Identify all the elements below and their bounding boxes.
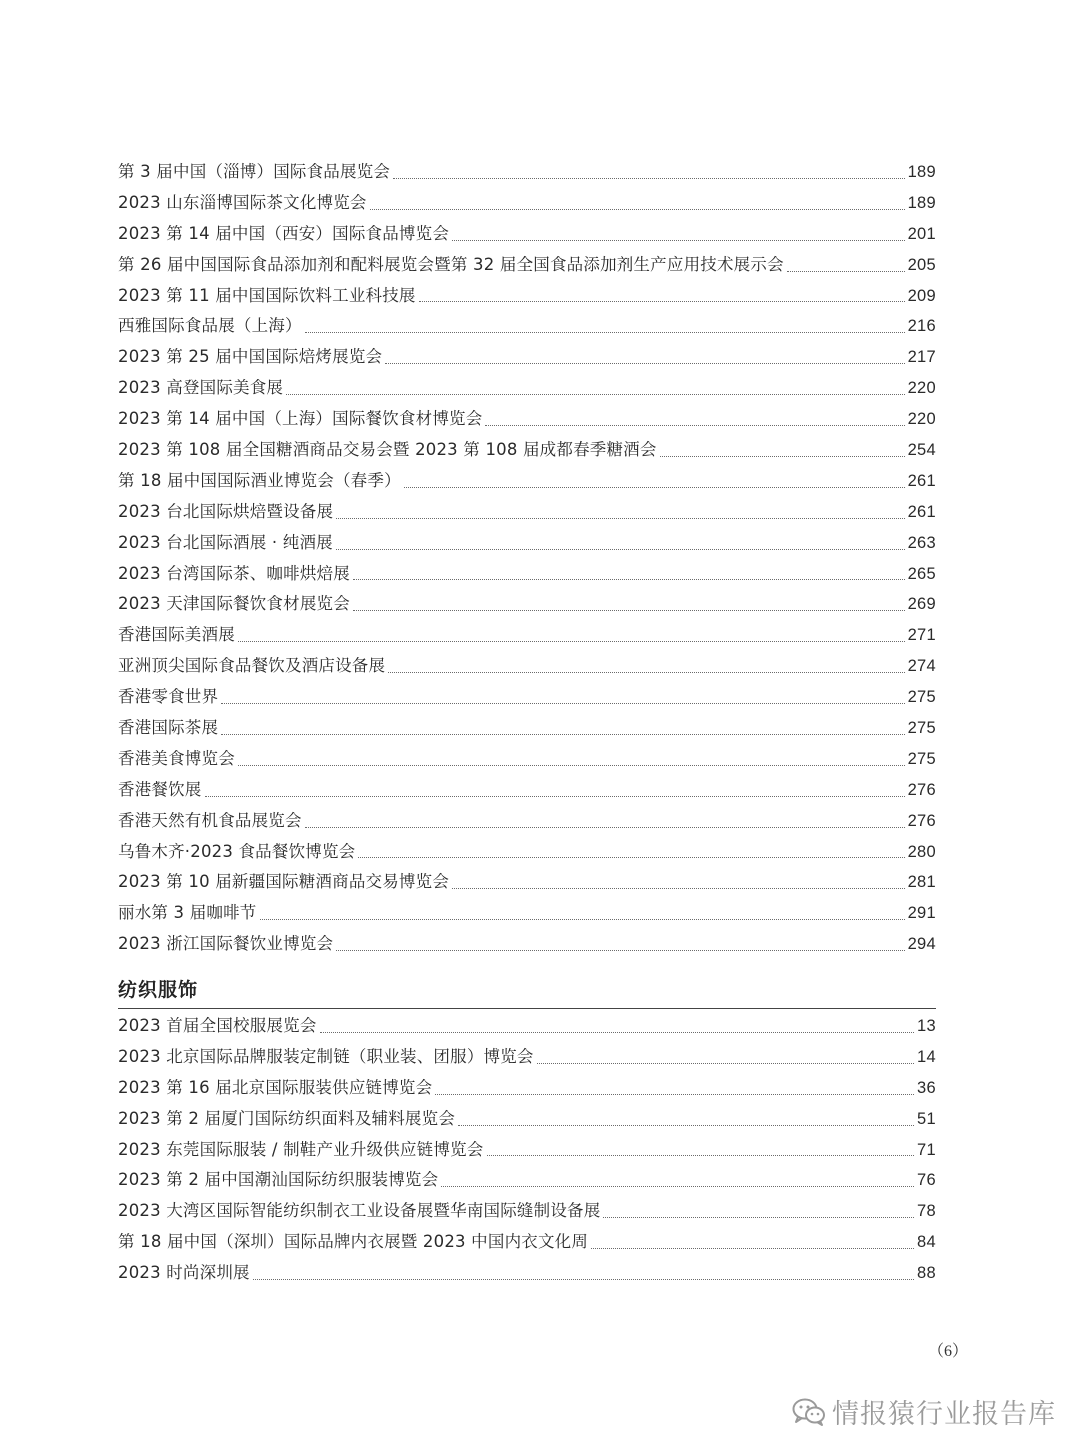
toc-entry [118, 1165, 936, 1196]
section-divider [118, 1008, 936, 1009]
toc-dot-leader [660, 456, 905, 457]
toc-entry-page: 36 [917, 1078, 936, 1097]
toc-dot-leader [404, 487, 905, 488]
toc-entry-page: 84 [917, 1233, 936, 1252]
toc-entry-page: 275 [907, 688, 936, 707]
toc-entry-title: 2023 第 11 届中国国际饮料工业科技展 [118, 285, 416, 305]
toc-dot-leader [353, 610, 905, 611]
toc-entry-title: 第 18 届中国（深圳）国际品牌内衣展暨 2023 中国内衣文化周 [118, 1232, 589, 1252]
toc-entry-page: 13 [917, 1016, 936, 1035]
toc-entry-page: 265 [907, 564, 936, 583]
toc-entry-title: 西雅国际食品展（上海） [118, 316, 302, 336]
toc-entry-title: 丽水第 3 届咖啡节 [118, 903, 257, 923]
toc-entry-title: 第 3 届中国（淄博）国际食品展览会 [118, 161, 391, 181]
toc-dot-leader [537, 1063, 914, 1064]
toc-dot-leader [286, 394, 904, 395]
toc-dot-leader [787, 271, 905, 272]
toc-entry-page: 294 [907, 935, 936, 954]
toc-entry-page: 275 [907, 719, 936, 738]
toc-entry-page: 88 [917, 1264, 936, 1283]
toc-entry-title: 2023 天津国际餐饮食材展览会 [118, 594, 350, 614]
toc-entry-title: 2023 时尚深圳展 [118, 1263, 250, 1283]
toc-entry-page: 281 [907, 873, 936, 892]
toc-entry [118, 435, 936, 466]
toc-dot-leader [305, 827, 905, 828]
toc-entry-page: 189 [907, 193, 936, 212]
toc-entry-title: 2023 第 2 届厦门国际纺织面料及辅料展览会 [118, 1108, 456, 1128]
toc-entry-title: 2023 第 16 届北京国际服装供应链博览会 [118, 1077, 433, 1097]
toc-entry-page: 71 [917, 1140, 936, 1159]
toc-entry-title: 香港国际茶展 [118, 718, 219, 738]
toc-dot-leader [253, 1279, 914, 1280]
toc-entry-page: 205 [907, 255, 936, 274]
toc-dot-leader [320, 1032, 915, 1033]
toc-entry-page: 76 [917, 1171, 936, 1190]
toc-entry-title: 2023 台湾国际茶、咖啡烘焙展 [118, 563, 350, 583]
toc-entry-page: 78 [917, 1202, 936, 1221]
toc-entry-page: 280 [907, 842, 936, 861]
toc-dot-leader [435, 1094, 914, 1095]
toc-dot-leader [370, 209, 905, 210]
toc-entry-page: 269 [907, 595, 936, 614]
toc-entry-page: 275 [907, 749, 936, 768]
toc-dot-leader [441, 1186, 914, 1187]
toc-dot-leader [385, 363, 904, 364]
toc-entry-title: 香港国际美酒展 [118, 625, 235, 645]
toc-entry-page: 276 [907, 811, 936, 830]
toc-entry-title: 乌鲁木齐·2023 食品餐饮博览会 [118, 841, 356, 861]
toc-entry-title: 第 26 届中国国际食品添加剂和配料展览会暨第 32 届全国食品添加剂生产应用技术展示会 [118, 254, 784, 274]
page-number: （6） [928, 1343, 969, 1360]
watermark [792, 1392, 1056, 1431]
toc-dot-leader [603, 1217, 914, 1218]
toc-entry-title: 第 18 届中国国际酒业博览会（春季） [118, 470, 401, 490]
toc-entry [118, 1104, 936, 1135]
toc-entry [118, 744, 936, 775]
toc-entry [118, 281, 936, 312]
toc-entry-title: 2023 东莞国际服装 / 制鞋产业升级供应链博览会 [118, 1139, 484, 1159]
toc-dot-leader [487, 1155, 915, 1156]
toc-entry [118, 682, 936, 713]
toc-entry-title: 2023 第 10 届新疆国际糖酒商品交易博览会 [118, 872, 450, 892]
section-heading-textile: 纺织服饰 [118, 979, 199, 1001]
toc-entry-title: 香港天然有机食品展览会 [118, 810, 302, 830]
toc-entry [118, 188, 936, 219]
toc-entry-page: 14 [917, 1047, 936, 1066]
toc-entry [118, 1227, 936, 1258]
toc-dot-leader [221, 703, 904, 704]
toc-food-section [118, 157, 936, 960]
toc-dot-leader [353, 579, 905, 580]
toc-dot-leader [419, 301, 905, 302]
toc-entry-page: 263 [907, 533, 936, 552]
toc-entry-page: 271 [907, 626, 936, 645]
toc-entry-title: 香港餐饮展 [118, 779, 202, 799]
toc-entry-page: 209 [907, 286, 936, 305]
toc-entry [118, 1011, 936, 1042]
toc-entry-page: 261 [907, 471, 936, 490]
toc-entry-title: 香港美食博览会 [118, 748, 235, 768]
toc-entry-title: 2023 浙江国际餐饮业博览会 [118, 934, 334, 954]
toc-entry-title: 2023 山东淄博国际茶文化博览会 [118, 192, 367, 212]
toc-entry [118, 1073, 936, 1104]
toc-entry [118, 775, 936, 806]
toc-entry [118, 528, 936, 559]
toc-entry [118, 929, 936, 960]
toc-dot-leader [336, 549, 905, 550]
toc-dot-leader [393, 178, 904, 179]
toc-entry-title: 亚洲顶尖国际食品餐饮及酒店设备展 [118, 656, 386, 676]
toc-entry-page: 276 [907, 780, 936, 799]
toc-entry-page: 261 [907, 502, 936, 521]
toc-entry [118, 342, 936, 373]
toc-entry-title: 2023 第 108 届全国糖酒商品交易会暨 2023 第 108 届成都春季糖酒会 [118, 440, 657, 459]
toc-entry-page: 201 [907, 224, 936, 243]
toc-dot-leader [485, 425, 904, 426]
toc-entry-page: 216 [907, 317, 936, 336]
toc-entry-page: 291 [907, 904, 936, 923]
toc-dot-leader [388, 672, 904, 673]
toc-dot-leader [452, 240, 905, 241]
toc-dot-leader [336, 950, 904, 951]
toc-entry-title: 2023 第 14 届中国（上海）国际餐饮食材博览会 [118, 409, 483, 429]
toc-entry [118, 1135, 936, 1166]
toc-entry-page: 217 [907, 348, 936, 367]
toc-entry-title: 2023 北京国际品牌服装定制链（职业装、团服）博览会 [118, 1046, 534, 1066]
toc-entry-title: 2023 第 2 届中国潮汕国际纺织服装博览会 [118, 1170, 439, 1190]
toc-entry [118, 250, 936, 281]
toc-entry [118, 466, 936, 497]
toc-dot-leader [305, 332, 905, 333]
toc-entry-page: 220 [907, 410, 936, 429]
toc-entry [118, 1196, 936, 1227]
toc-entry [118, 1042, 936, 1073]
toc-entry-page: 51 [917, 1109, 936, 1128]
toc-dot-leader [358, 857, 904, 858]
toc-dot-leader [260, 919, 905, 920]
toc-entry [118, 806, 936, 837]
toc-textile-section [118, 1011, 936, 1289]
toc-entry [118, 898, 936, 929]
toc-entry [118, 837, 936, 868]
toc-entry-title: 香港零食世界 [118, 687, 219, 707]
toc-entry-title: 2023 首届全国校服展览会 [118, 1015, 317, 1035]
toc-entry [118, 404, 936, 435]
toc-entry-title: 2023 大湾区国际智能纺织制衣工业设备展暨华南国际缝制设备展 [118, 1201, 601, 1221]
toc-entry-page: 274 [907, 657, 936, 676]
toc-entry-title: 2023 第 14 届中国（西安）国际食品博览会 [118, 223, 450, 243]
toc-dot-leader [221, 734, 904, 735]
toc-entry-page: 254 [907, 441, 936, 459]
toc-dot-leader [336, 518, 904, 519]
toc-dot-leader [458, 1125, 914, 1126]
toc-entry [118, 1258, 936, 1289]
toc-entry [118, 311, 936, 342]
toc-entry [118, 373, 936, 404]
toc-entry [118, 219, 936, 250]
toc-entry-title: 2023 第 25 届中国国际焙烤展览会 [118, 347, 383, 367]
toc-entry-title: 2023 台北国际酒展 · 纯酒展 [118, 532, 333, 552]
toc-dot-leader [238, 765, 905, 766]
toc-dot-leader [452, 888, 905, 889]
toc-entry [118, 651, 936, 682]
wechat-icon [792, 1397, 826, 1427]
toc-entry [118, 867, 936, 898]
toc-entry-title: 2023 台北国际烘焙暨设备展 [118, 501, 334, 521]
toc-entry [118, 713, 936, 744]
toc-entry [118, 589, 936, 620]
toc-entry [118, 157, 936, 188]
toc-entry-title: 2023 高登国际美食展 [118, 378, 284, 398]
toc-entry [118, 620, 936, 651]
toc-entry [118, 497, 936, 528]
toc-dot-leader [205, 796, 905, 797]
toc-dot-leader [238, 641, 905, 642]
toc-entry-page: 189 [907, 162, 936, 181]
toc-entry [118, 559, 936, 590]
watermark-text: 情报猿行业报告库 [832, 1399, 1056, 1430]
toc-entry-page: 220 [907, 379, 936, 398]
toc-dot-leader [591, 1248, 914, 1249]
